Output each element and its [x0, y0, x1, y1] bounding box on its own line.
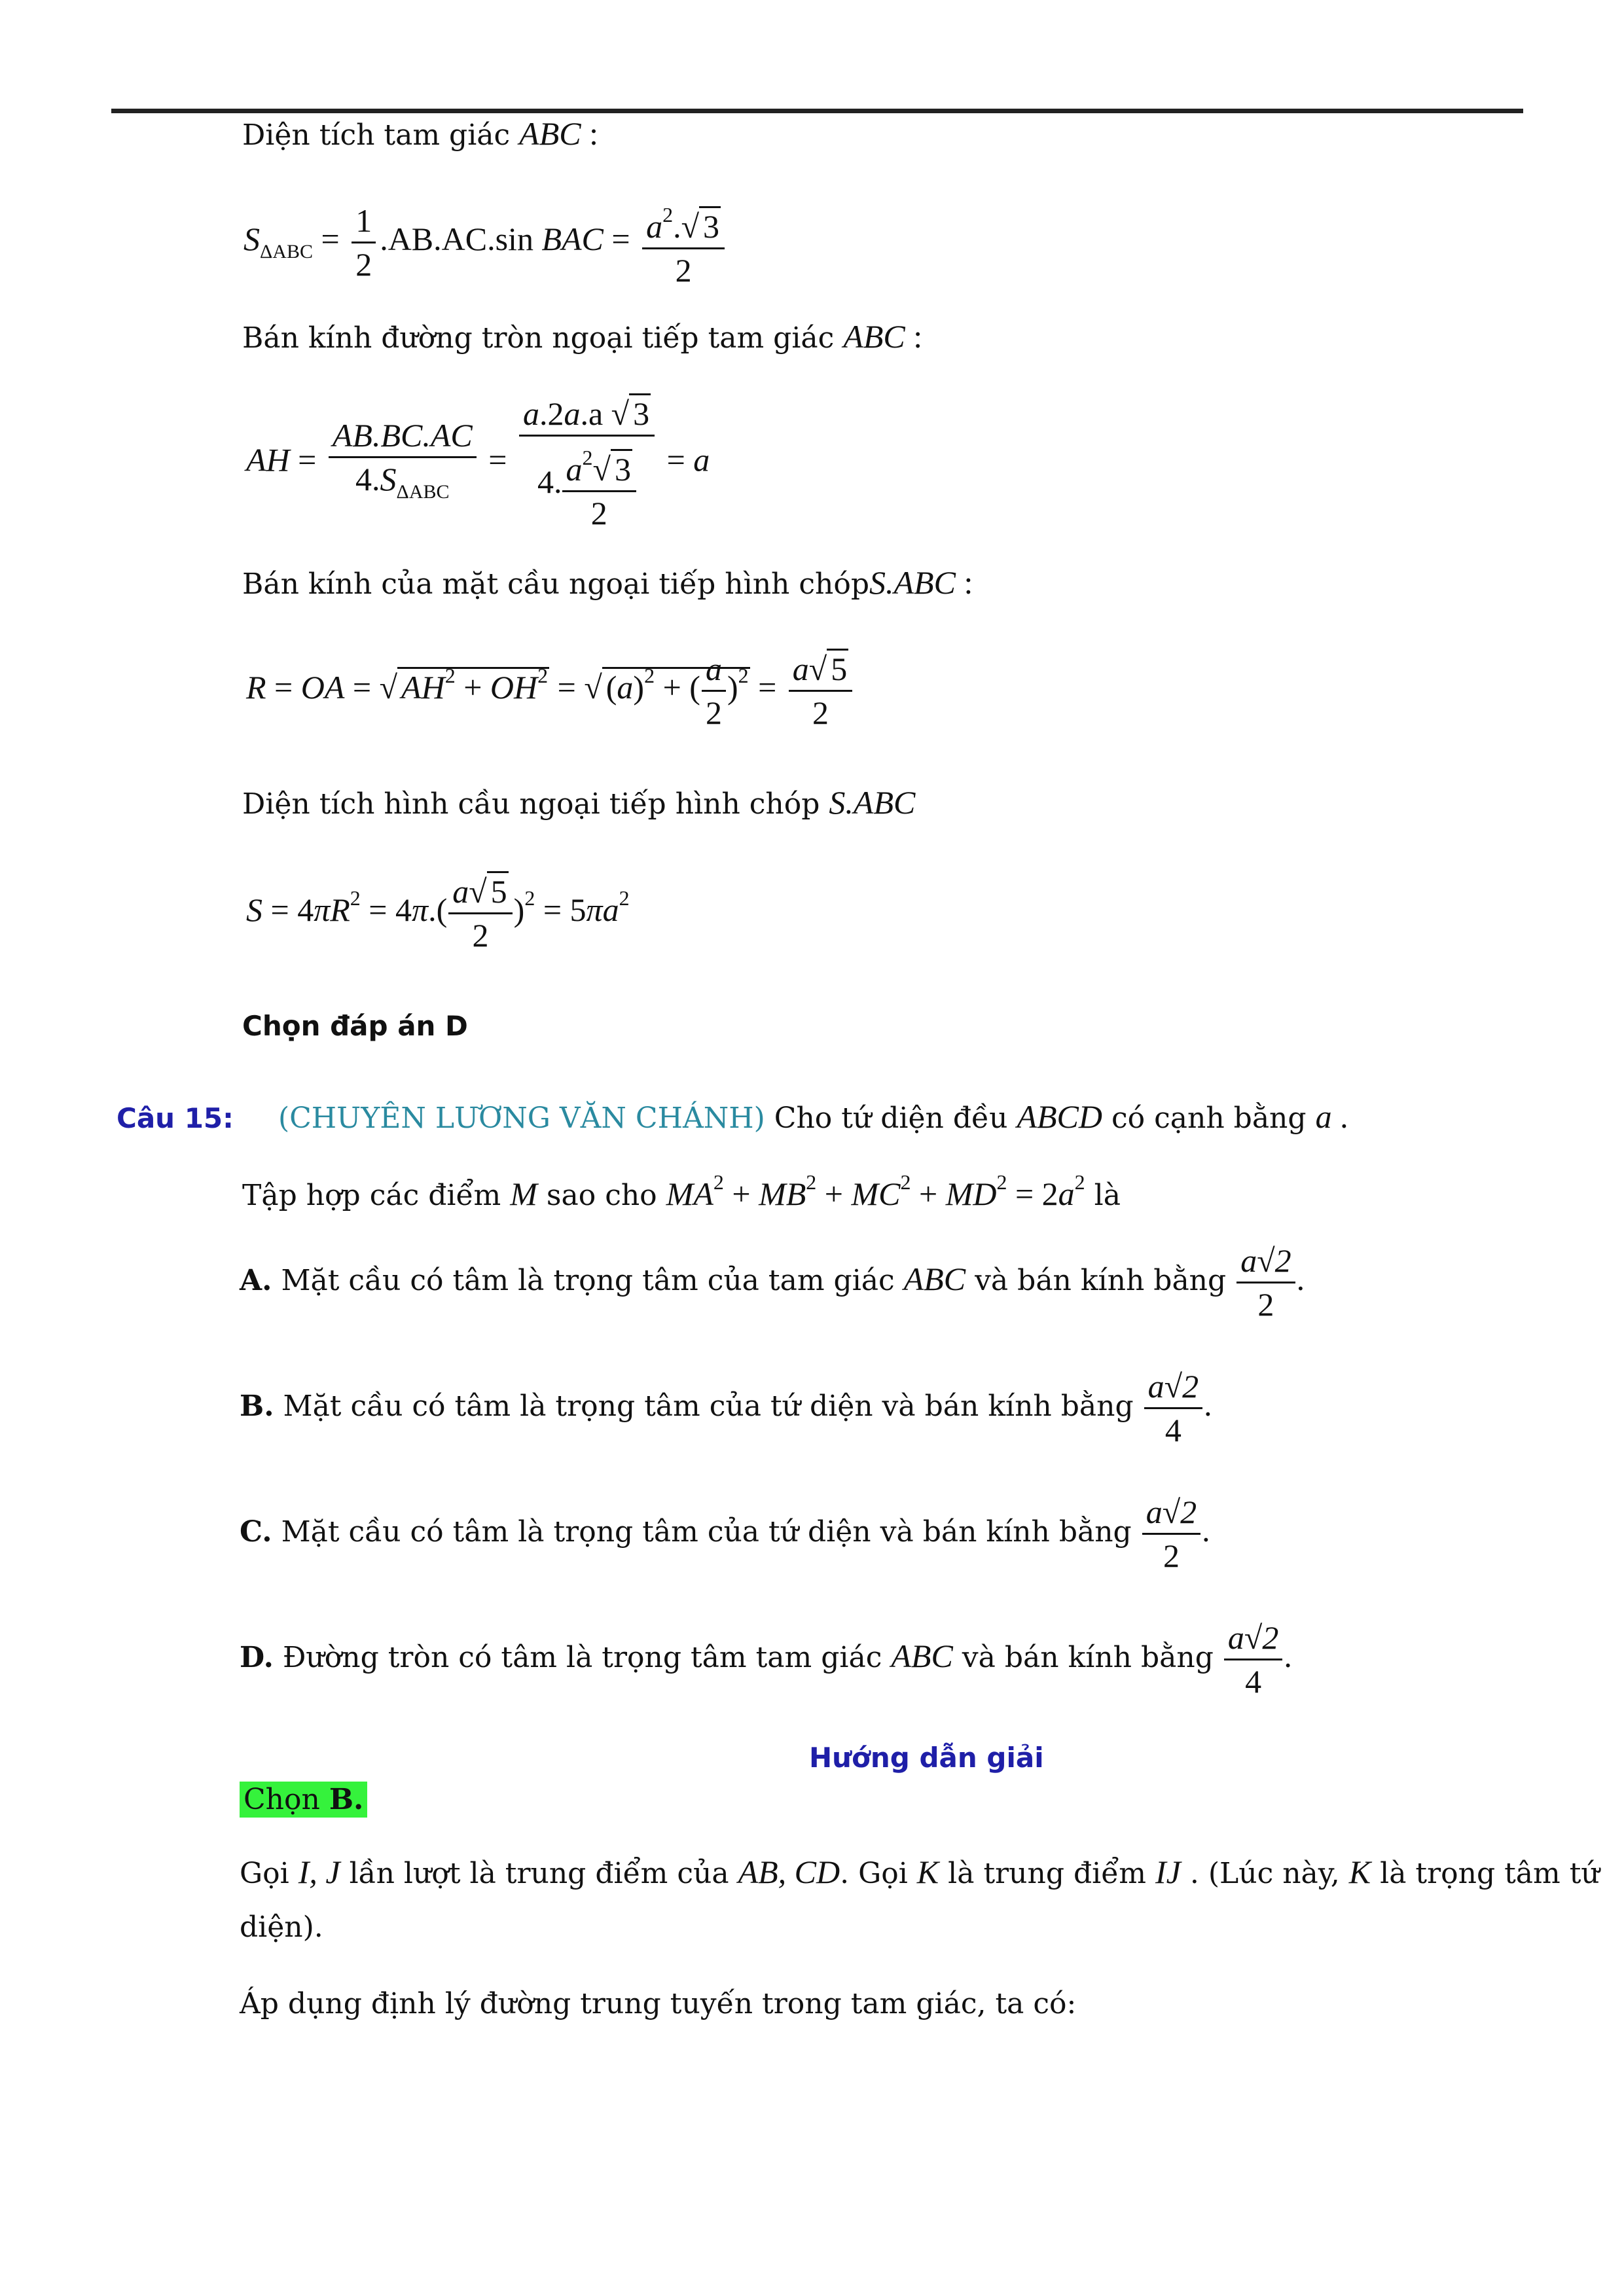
option-a-after: và bán kính bằng	[975, 1264, 1227, 1297]
sphere-radius-label-line: Bán kính của mặt cầu ngoại tiếp hình chópS.ABC :	[242, 564, 973, 601]
question-line2-part2: sao cho	[546, 1179, 657, 1212]
solution-paragraph-2: Áp dụng định lý đường trung tuyến trong tam giác, ta có:	[240, 1987, 1077, 2020]
option-a-radius-den: 2	[1257, 1286, 1274, 1323]
question-text-2: có cạnh bằng	[1111, 1102, 1307, 1135]
choose-line	[240, 1780, 367, 1820]
option-d-letter: D.	[240, 1641, 274, 1674]
choose-word: Chọn	[244, 1783, 320, 1816]
option-b-radius-den: 4	[1164, 1412, 1182, 1448]
option-b[interactable]: B. Mặt cầu có tâm là trọng tâm của tứ diện và bán kính bằng $\frac{a√2}{4}$ .	[240, 1365, 1212, 1451]
question-source: (CHUYÊN LƯƠNG VĂN CHÁNH)	[278, 1102, 765, 1135]
option-c-text: Mặt cầu có tâm là trọng tâm của tứ diện và bán kính bằng	[281, 1515, 1132, 1549]
option-d-after: và bán kính bằng	[962, 1641, 1214, 1674]
para1-text-f: là trọng tâm tứ diện).	[240, 1857, 1600, 1944]
para1-k2: K	[1348, 1854, 1371, 1890]
question-line2-end: là	[1094, 1179, 1121, 1212]
sphere-radius-label: Bán kính của mặt cầu ngoại tiếp hình chóp	[242, 567, 870, 601]
choose-highlight	[240, 1782, 367, 1818]
option-a-triangle: ABC	[903, 1261, 966, 1297]
option-c-radius-num: a√2	[1146, 1494, 1197, 1530]
para1-k: K	[916, 1854, 939, 1890]
triangle-name-2: ABC	[843, 318, 905, 355]
sphere-area-label-line	[242, 783, 915, 824]
option-c-letter: C.	[240, 1515, 272, 1549]
question-line2-part1: Tập hợp các điểm	[242, 1179, 501, 1212]
tetra-name: ABCD	[1017, 1098, 1102, 1135]
area-label: Diện tích tam giác	[242, 118, 511, 152]
option-a-letter: A.	[240, 1264, 272, 1297]
option-b-text: Mặt cầu có tâm là trọng tâm của tứ diện và bán kính bằng	[283, 1390, 1134, 1423]
sphere-radius-formula: R = OA = √ $AH^2 + OH^2$ = √ $(a)^2$ + ( $\frac{a}{2}$ )$^2$ = $\frac{a√ 5}{2}$	[246, 648, 856, 734]
option-d-text: Đường tròn có tâm là trọng tâm tam giác	[282, 1641, 882, 1674]
para1-segments: AB, CD	[738, 1854, 840, 1890]
para1-text-b: lần lượt là trung điểm của	[349, 1857, 729, 1890]
question-text-1: Cho tứ diện đều	[774, 1102, 1008, 1135]
para1-text-e: . (Lúc này,	[1189, 1857, 1340, 1890]
option-c[interactable]: C. Mặt cầu có tâm là trọng tâm của tứ diện và bán kính bằng $\frac{a√2}{2}$ .	[240, 1491, 1210, 1577]
para1-ij: I, J	[298, 1854, 340, 1890]
solution-heading: Hướng dẫn giải	[809, 1742, 1044, 1774]
option-a[interactable]: A. Mặt cầu có tâm là trọng tâm của tam giác ABC và bán kính bằng $\frac{a√2}{2}$ .	[240, 1240, 1305, 1325]
para1-ij2: IJ	[1155, 1854, 1181, 1890]
option-d[interactable]: D. Đường tròn có tâm là trọng tâm tam giác ABC và bán kính bằng $\frac{a√2}{4}$ .	[240, 1617, 1292, 1702]
header-rule	[111, 109, 1523, 113]
sphere-area-label: Diện tích hình cầu ngoại tiếp hình chóp	[242, 787, 820, 821]
option-c-radius-den: 2	[1163, 1537, 1180, 1574]
sphere-area-formula: $S = 4\pi R^2 = 4\pi$.( $\frac{a√ 5}{2}$ )$^2 = 5\pi a^2$	[246, 870, 630, 956]
area-label-line: Diện tích tam giác ABC :	[242, 115, 599, 152]
option-d-radius-den: 4	[1245, 1663, 1262, 1700]
option-b-letter: B.	[240, 1390, 274, 1423]
para1-text-d: là trung điểm	[948, 1857, 1147, 1890]
option-d-radius-num: a√2	[1227, 1619, 1279, 1656]
circumradius-label: Bán kính đường tròn ngoại tiếp tam giác	[242, 321, 835, 355]
para1-text-c: . Gọi	[840, 1857, 908, 1890]
answer-line: Chọn đáp án D	[242, 1010, 468, 1042]
circumradius-label-line: Bán kính đường tròn ngoại tiếp tam giác ABC :	[242, 318, 923, 355]
pyramid-name-2: S.ABC	[829, 784, 916, 821]
para1-text-a: Gọi	[240, 1857, 289, 1890]
triangle-name: ABC	[519, 115, 581, 152]
option-d-triangle: ABC	[891, 1638, 953, 1674]
question-line-1: Câu 15: (CHUYÊN LƯƠNG VĂN CHÁNH) Cho tứ diện đều ABCD có cạnh bằng a .	[117, 1098, 1348, 1135]
choose-letter: B.	[329, 1783, 364, 1816]
solution-paragraph-1	[240, 1847, 1624, 1954]
question-line-2	[242, 1162, 1121, 1215]
option-b-radius-num: a√2	[1147, 1368, 1199, 1405]
condition-formula: $MA^2 + MB^2 + MC^2 + MD^2 = 2a^2$	[666, 1170, 1085, 1212]
edge-name: a	[1315, 1098, 1332, 1135]
question-number: Câu 15:	[117, 1102, 234, 1134]
pyramid-name: S.ABC	[869, 564, 956, 601]
option-a-text: Mặt cầu có tâm là trọng tâm của tam giác	[281, 1264, 895, 1297]
point-name: M	[510, 1175, 537, 1212]
circumradius-formula: AH = $\frac{AB.BC.AC}{4.S_{\Delta ABC}}$ = a.2a.a √ 3 4. $\frac{a^2√ 3}{2}$ = a	[246, 393, 710, 534]
option-a-radius-num: a√2	[1240, 1242, 1291, 1279]
area-formula: $S_{\Delta ABC}$ = $\frac{1}{2}$ .AB.AC.sin BAC = $\frac{a^2.√ 3}{2}$	[244, 194, 729, 291]
